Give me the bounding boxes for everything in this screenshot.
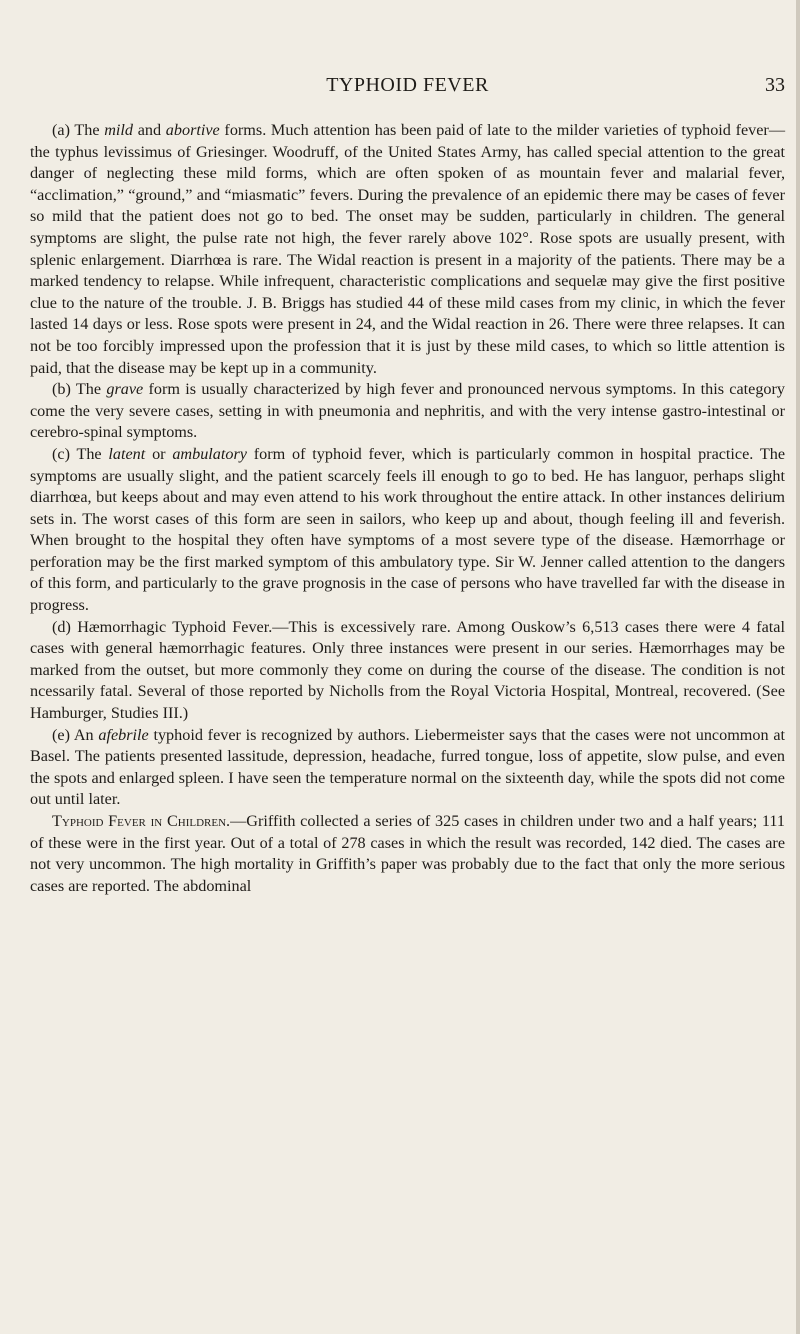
page-number: 33 — [765, 74, 785, 96]
paragraph-a — [30, 120, 785, 379]
running-title: TYPHOID FEVER — [326, 74, 489, 96]
paragraph-children-text: —Griffith collected a series of 325 cases in children under two and a half years; 111 of these were in the first year. Out of a total of 278 cases in which the result was recorded, 142 died. The cases are not very uncommon. The high mortality in Griffith’s paper was probably due to the fact that only the more serious cases are reported. The abdominal — [30, 812, 785, 895]
paragraph-a-label: (a) The — [52, 121, 105, 139]
paragraph-children — [30, 811, 785, 897]
paragraph-e-text: typhoid fever is recognized by authors. Liebermeister says that the cases were not uncommon at Basel. The patients presented lassitude, depression, headache, furred tongue, loss of appetite, slow pulse, and even the spots and enlarged spleen. I have seen the temperature normal on the sixteenth day, while the spots did not come out until later. — [30, 725, 785, 809]
paragraph-c — [30, 444, 785, 617]
paragraph-b — [30, 379, 785, 444]
paragraph-b-label: (b) The — [52, 380, 107, 399]
paragraph-c-mid: or — [145, 444, 173, 463]
term-latent: latent — [108, 444, 146, 463]
paragraph-a-mid: and — [133, 121, 166, 139]
paragraph-e — [30, 725, 785, 811]
term-abortive: abortive — [165, 121, 220, 139]
section-heading-children: Typhoid Fever in Children. — [52, 812, 231, 830]
paragraph-b-text: form is usually characterized by high fever and pronounced nervous symptoms. In this category come the very severe cases, setting in with pneumonia and nephritis, and with the very intense gastro-intestinal or cerebro-spinal symptoms. — [30, 380, 786, 442]
paragraph-c-label: (c) The — [52, 444, 109, 463]
page-edge — [796, 0, 800, 1334]
body-text — [30, 120, 785, 897]
paragraph-e-label: (e) An — [52, 725, 99, 744]
term-afebrile: afebrile — [98, 725, 149, 744]
page-header — [30, 74, 785, 104]
term-grave: grave — [106, 380, 144, 399]
term-mild: mild — [104, 121, 134, 139]
paragraph-d: (d) Hæmorrhagic Typhoid Fever.—This is excessively rare. Among Ouskow’s 6,513 cases there were 4 fatal cases with general hæmorrhagic features. Only three instances were present in our series. Hæmorrhages may be marked from the outset, but more commonly they come on during the course of the disease. The condition is not ncessarily fatal. Several of those reported by Nicholls from the Royal Victoria Hospital, Montreal, recovered. (See Hamburger, Studies III.) — [30, 617, 785, 723]
paragraph-c-text: form of typhoid fever, which is particularly common in hospital practice. The symptoms are usually slight, and the patient scarcely feels ill enough to go to bed. He has languor, perhaps slight diarrhœa, but keeps about and may even attend to his work throughout the entire attack. In other instances delirium sets in. The worst cases of this form are seen in sailors, who keep up and about, though feeling ill and feverish. When brought to the hospital they often have symptoms of a most severe type of the disease. Hæmorrhage or perforation may be the first marked symptom of this ambulatory type. Sir W. Jenner called attention to the dangers of this form, and particularly to the grave prognosis in the case of persons who have travelled far with the disease in progress. — [30, 444, 785, 615]
paragraph-a-text: forms. Much attention has been paid of late to the milder varieties of typhoid fever—the typhus levissimus of Griesinger. Woodruff, of the United States Army, has called special attention to the great danger of neglecting these mild forms, which are often spoken of as mountain fever and malarial fever, “acclimation,” “ground,” and “miasmatic” fevers. During the prevalence of an epidemic there may be cases of fever so mild that the patient does not go to bed. The onset may be sudden, particularly in children. The general symptoms are slight, the pulse rate not high, the fever rarely above 102°. Rose spots are usually present, with splenic enlargement. Diarrhœa is rare. The Widal reaction is present in a majority of the patients. There may be a marked tendency to relapse. While infrequent, characteristic complications and sequelæ may give the first positive clue to the nature of the trouble. J. B. Briggs has studied 44 of these mild cases from my clinic, in which the fever lasted 14 days or less. Rose spots were present in 24, and the Widal reaction in 26. There were three relapses. It can not be too forcibly impressed upon the profession that it is just by these mild cases, to which so little attention is paid, that the disease may be kept up in a community. — [30, 121, 786, 377]
term-ambulatory: ambulatory — [172, 444, 247, 463]
